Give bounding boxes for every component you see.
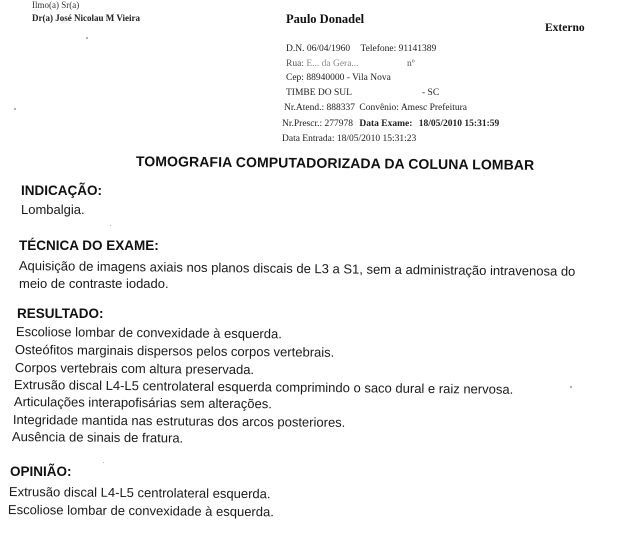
entry-date-value: 18/05/2010 15:31:23 — [336, 134, 417, 144]
result-heading: RESULTADO: — [17, 306, 104, 321]
birth-phone-line — [286, 44, 436, 54]
indication-text: Lombalgia. — [21, 202, 85, 217]
dn-value: 06/04/1960 — [306, 44, 351, 54]
scan-speck — [110, 225, 111, 226]
exam-date-label: Data Exame: — [359, 119, 413, 129]
entry-date-label: Data Entrada: — [282, 134, 335, 144]
prescr-value: 277978 — [324, 119, 353, 129]
phone-label: Telefone: — [360, 44, 397, 54]
city: TIMBE DO SUL — [286, 88, 352, 98]
street-value: E... da Gera... — [306, 59, 359, 69]
prescr-line — [282, 119, 499, 129]
technique-line-2: meio de contraste iodado. — [19, 276, 169, 291]
atend-line — [284, 103, 467, 113]
cep-value: 88940000 - Vila Nova — [306, 73, 391, 83]
street-label: Rua: — [286, 59, 304, 69]
opinion-line-1: Extrusão discal L4-L5 centrolateral esquerda. — [8, 484, 271, 502]
phone-value: 91141389 — [398, 44, 437, 54]
opinion-line-2: Escoliose lombar de convexidade à esquerda. — [7, 502, 274, 520]
number-label: nº — [406, 59, 415, 69]
atend-value: 888337 — [326, 103, 355, 113]
result-line-4: Extrusão discal L4-L5 centrolateral esquerda comprimindo o saco dural e raiz nervosa. — [13, 377, 514, 397]
convenio-label: Convênio: — [359, 103, 399, 113]
indication-heading: INDICAÇÃO: — [21, 183, 102, 198]
technique-heading: TÉCNICA DO EXAME: — [19, 238, 159, 253]
cep-label: Cep: — [286, 73, 304, 83]
report-title: TOMOGRAFIA COMPUTADORIZADA DA COLUNA LOMBAR — [135, 153, 535, 173]
result-line-5: Articulações interapofisárias sem alterações. — [13, 394, 272, 412]
salutation: Ilmo(a) Sr(a) — [32, 0, 80, 10]
result-line-1: Escoliose lombar de convexidade à esquerda. — [15, 324, 282, 342]
result-line-6: Integridade mantida nas estruturas dos arcos posteriores. — [12, 412, 346, 430]
result-line-3: Corpos vertebrais com altura preservada. — [14, 360, 255, 378]
scan-speck — [570, 386, 572, 388]
atend-label: Nr.Atend.: — [284, 103, 325, 113]
patient-name: Paulo Donadel — [286, 12, 365, 26]
patient-status: Externo — [545, 22, 585, 34]
dn-label: D.N. — [286, 44, 305, 54]
city-line — [286, 88, 439, 98]
prescr-label: Nr.Prescr.: — [282, 119, 323, 129]
result-line-7: Ausência de sinais de fratura. — [11, 429, 184, 446]
scan-speck — [14, 108, 16, 110]
convenio-value: Amesc Prefeitura — [400, 103, 468, 113]
state: - SC — [422, 88, 440, 98]
street-line — [286, 59, 415, 69]
opinion-heading: OPINIÃO: — [10, 464, 72, 479]
technique-line-1: Aquisição de imagens axiais nos planos discais de L3 a S1, sem a administração intravenosa do — [18, 258, 576, 279]
scan-speck — [86, 37, 88, 39]
entry-date-line — [282, 134, 416, 144]
requesting-doctor: Dr(a) José Nicolau M Vieira — [32, 13, 140, 23]
result-line-2: Osteófitos marginais dispersos pelos corpos vertebrais. — [14, 342, 335, 360]
scan-speck — [103, 462, 104, 463]
exam-date-value: 18/05/2010 15:31:59 — [418, 119, 500, 129]
cep-line — [286, 73, 391, 83]
